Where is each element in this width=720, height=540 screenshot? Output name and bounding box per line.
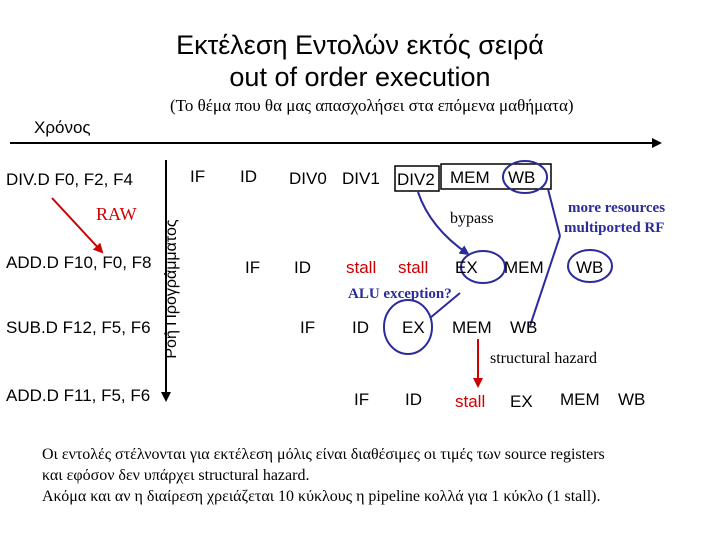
row1-stage-div0: DIV0 xyxy=(289,169,327,188)
subtitle: (Το θέμα που θα μας απασχολήσει στα επόμενα μαθήματα) xyxy=(170,96,574,115)
program-flow-label: Ροή Προγράμματος xyxy=(163,219,180,359)
row4-stage-ex: EX xyxy=(510,392,533,411)
more-resources-arrow-2 xyxy=(530,236,560,326)
raw-label: RAW xyxy=(96,204,137,224)
row2-stage-if: IF xyxy=(245,258,261,277)
more-resources-label: more resources xyxy=(568,200,666,216)
row4-stage-id: ID xyxy=(405,390,422,409)
row4-stage-stall: stall xyxy=(455,392,486,411)
footer-line-3: Ακόμα και αν η διαίρεση χρειάζεται 10 κύκλους η pipeline κολλά για 1 κύκλο (1 stall). xyxy=(42,488,601,505)
row1-stage-id: ID xyxy=(240,167,257,186)
row1-stage-if: IF xyxy=(190,167,206,186)
row2-stage-stall-2: stall xyxy=(398,258,429,277)
instruction-4: ADD.D F11, F5, F6 xyxy=(6,386,151,405)
title-line-1: Εκτέλεση Εντολών εκτός σειρά xyxy=(176,30,544,60)
row3-stage-wb: WB xyxy=(510,318,538,337)
more-resources-arrow-1 xyxy=(548,189,560,236)
alu-exception-label: ALU exception? xyxy=(348,286,452,302)
footer-line-1: Οι εντολές στέλνονται για εκτέλεση μόλις είναι διαθέσιμες οι τιμές των source registers xyxy=(42,446,605,463)
structural-hazard-label: structural hazard xyxy=(490,350,598,367)
row2-stage-mem: MEM xyxy=(504,258,544,277)
row3-stage-mem: MEM xyxy=(452,318,492,337)
instruction-3: SUB.D F12, F5, F6 xyxy=(6,318,151,337)
row1-stage-div1: DIV1 xyxy=(342,169,380,188)
raw-arrow xyxy=(52,198,102,252)
row4-stage-wb: WB xyxy=(618,390,646,409)
title-line-2: out of order execution xyxy=(229,62,491,92)
row2-stage-stall-1: stall xyxy=(346,258,377,277)
instruction-1: DIV.D F0, F2, F4 xyxy=(6,170,133,189)
row2-stage-ex: EX xyxy=(455,258,478,277)
row4-stage-if: IF xyxy=(354,390,370,409)
row2-stage-wb: WB xyxy=(576,258,604,277)
row1-stage-div2: DIV2 xyxy=(397,170,435,189)
instruction-2: ADD.D F10, F0, F8 xyxy=(6,253,152,272)
time-label: Χρόνος xyxy=(34,118,91,137)
row2-stage-id: ID xyxy=(294,258,311,277)
row3-stage-if: IF xyxy=(300,318,316,337)
bypass-label: bypass xyxy=(450,210,494,227)
multiported-rf-label: multiported RF xyxy=(564,220,665,236)
row1-stage-mem: MEM xyxy=(450,168,490,187)
row3-stage-id: ID xyxy=(352,318,369,337)
row1-stage-wb: WB xyxy=(508,168,536,187)
row3-stage-ex: EX xyxy=(402,318,425,337)
footer-line-2: και εφόσον δεν υπάρχει structural hazard. xyxy=(42,467,310,484)
row4-stage-mem: MEM xyxy=(560,390,600,409)
